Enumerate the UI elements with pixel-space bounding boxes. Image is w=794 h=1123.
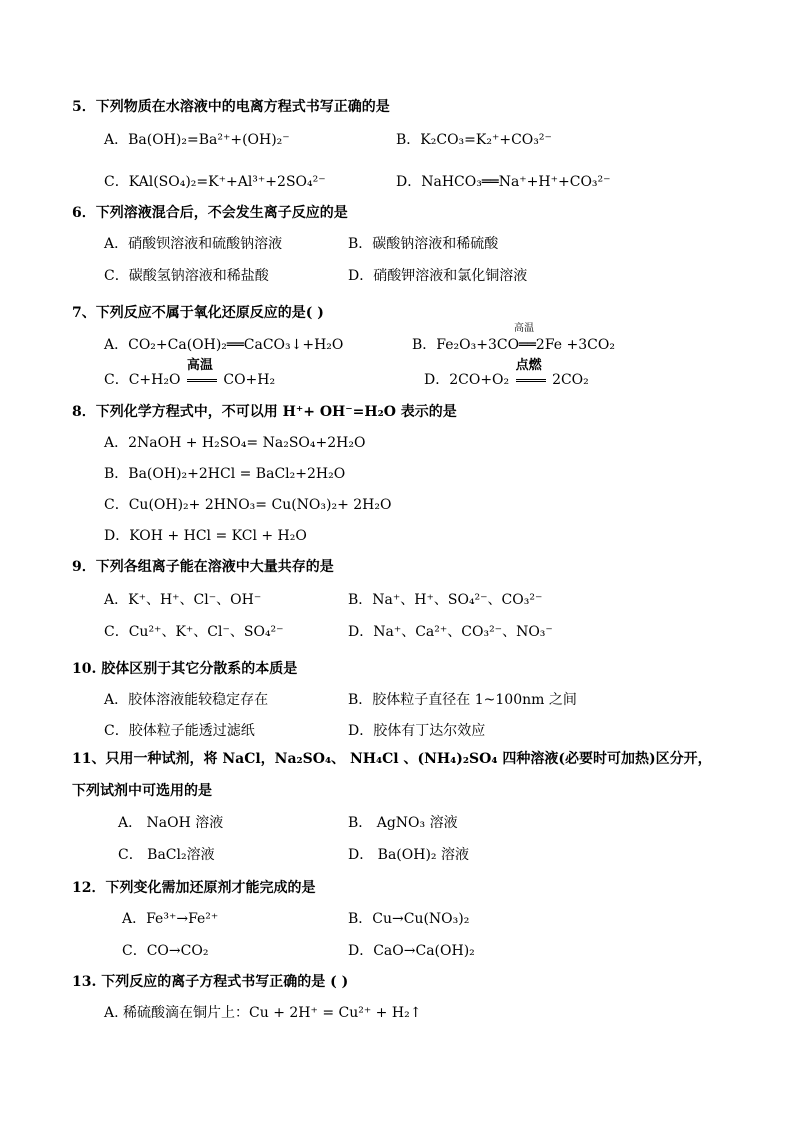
q8-option-d: D．KOH + HCl = KCl + H₂O — [104, 528, 307, 544]
q5-option-d: D．NaHCO₃══Na⁺+H⁺+CO₃²⁻ — [396, 174, 611, 190]
q11-option-d: D． Ba(OH)₂ 溶液 — [348, 847, 469, 863]
q11-option-c: C． BaCl₂溶液 — [118, 847, 215, 863]
q7-c-arrow — [185, 358, 219, 389]
q9-option-d: D．Na⁺、Ca²⁺、CO₃²⁻、NO₃⁻ — [348, 624, 553, 640]
q11-stem: 11、只用一种试剂，将 NaCl，Na₂SO₄、 NH₄Cl 、(NH₄)₂SO₄ 四种溶液(必要时可加热)区分开， — [72, 751, 712, 767]
q7-d-products: 2CO₂ — [552, 372, 589, 388]
q9-option-b: B．Na⁺、H⁺、SO₄²⁻、CO₃²⁻ — [348, 592, 543, 608]
q12-stem: 12．下列变化需加还原剂才能完成的是 — [72, 880, 316, 896]
q5-option-b: B．K₂CO₃=K₂⁺+CO₃²⁻ — [396, 132, 552, 148]
q7-c-condition: 高温 — [186, 358, 213, 373]
q7-c-equals-bar — [187, 379, 217, 382]
q7-option-c — [104, 358, 276, 389]
q7-c-reactants: C．C+H₂O — [104, 372, 181, 388]
q10-option-a: A．胶体溶液能较稳定存在 — [104, 692, 269, 708]
q6-option-c: C．碳酸氢钠溶液和稀盐酸 — [104, 268, 269, 284]
q8-option-c: C．Cu(OH)₂+ 2HNO₃= Cu(NO₃)₂+ 2H₂O — [104, 497, 392, 513]
q7-stem: 7、下列反应不属于氧化还原反应的是( ) — [72, 305, 324, 321]
q11-stem-continued: 下列试剂中可选用的是 — [72, 783, 212, 799]
q6-option-a: A．硝酸钡溶液和硫酸钠溶液 — [104, 236, 283, 252]
q10-option-c: C．胶体粒子能透过滤纸 — [104, 723, 255, 739]
q6-option-b: B．碳酸钠溶液和稀硫酸 — [348, 236, 499, 252]
q7-d-reactants: D．2CO+O₂ — [424, 372, 510, 388]
q7-option-b: B．Fe₂O₃+3CO══2Fe +3CO₂ — [412, 337, 615, 353]
q7-d-arrow — [514, 358, 548, 389]
q10-stem: 10. 胶体区别于其它分散系的本质是 — [72, 661, 298, 677]
q5-option-a: A．Ba(OH)₂=Ba²⁺+(OH)₂⁻ — [104, 132, 290, 148]
q7-c-products: CO+H₂ — [223, 372, 276, 388]
q7-d-condition: 点燃 — [515, 358, 542, 373]
q10-option-b: B．胶体粒子直径在 1~100nm 之间 — [348, 692, 577, 708]
q12-option-b: B．Cu→Cu(NO₃)₂ — [348, 911, 470, 927]
q9-option-a: A．K⁺、H⁺、Cl⁻、OH⁻ — [104, 592, 262, 608]
q7-d-equals-bar — [516, 379, 546, 382]
q5-option-c: C．KAl(SO₄)₂=K⁺+Al³⁺+2SO₄²⁻ — [104, 174, 326, 190]
q9-stem: 9．下列各组离子能在溶液中大量共存的是 — [72, 559, 334, 575]
q8-stem: 8．下列化学方程式中，不可以用 H⁺+ OH⁻=H₂O 表示的是 — [72, 404, 457, 420]
q8-option-a: A．2NaOH + H₂SO₄= Na₂SO₄+2H₂O — [104, 435, 366, 451]
q7-b-condition: 高温 — [514, 323, 534, 334]
q13-option-a: A. 稀硫酸滴在铜片上：Cu + 2H⁺ = Cu²⁺ + H₂↑ — [104, 1005, 422, 1021]
q11-option-b: B． AgNO₃ 溶液 — [348, 815, 458, 831]
q7-option-a: A．CO₂+Ca(OH)₂══CaCO₃↓+H₂O — [104, 337, 344, 353]
q10-option-d: D．胶体有丁达尔效应 — [348, 723, 486, 739]
q6-option-d: D．硝酸钾溶液和氯化铜溶液 — [348, 268, 528, 284]
q12-option-d: D．CaO→Ca(OH)₂ — [348, 943, 475, 959]
q13-stem: 13. 下列反应的离子方程式书写正确的是 ( ) — [72, 974, 349, 990]
q5-stem: 5．下列物质在水溶液中的电离方程式书写正确的是 — [72, 99, 390, 115]
q11-option-a: A． NaOH 溶液 — [118, 815, 224, 831]
q12-option-a: A．Fe³⁺→Fe²⁺ — [122, 911, 219, 927]
q7-option-d — [424, 358, 589, 389]
q12-option-c: C．CO→CO₂ — [122, 943, 209, 959]
q9-option-c: C．Cu²⁺、K⁺、Cl⁻、SO₄²⁻ — [104, 624, 284, 640]
q6-stem: 6．下列溶液混合后，不会发生离子反应的是 — [72, 205, 348, 221]
q8-option-b: B．Ba(OH)₂+2HCl = BaCl₂+2H₂O — [104, 466, 346, 482]
